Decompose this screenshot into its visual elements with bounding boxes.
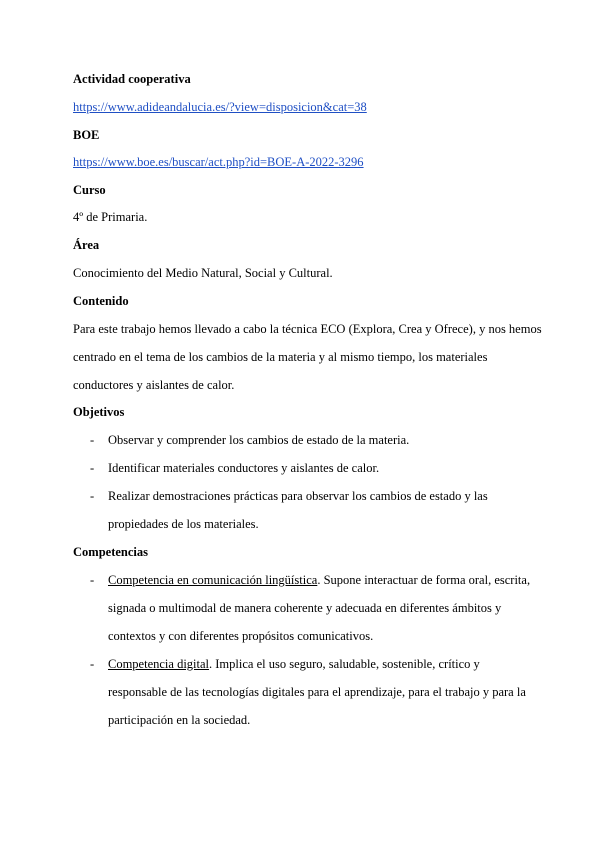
heading-actividad: Actividad cooperativa	[73, 72, 191, 86]
heading-curso: Curso	[73, 183, 106, 197]
heading-contenido: Contenido	[73, 294, 129, 308]
heading-area: Área	[73, 238, 100, 252]
competencia-item	[108, 573, 530, 587]
heading-boe: BOE	[73, 128, 100, 142]
link-actividad[interactable]: https://www.adideandalucia.es/?view=disposicion&cat=38	[73, 100, 367, 114]
competencia-item-continued: contextos y con diferentes propósitos comunicativos.	[108, 629, 374, 643]
competencia-title: Competencia en comunicación lingüística	[108, 573, 318, 587]
objetivo-item: Identificar materiales conductores y aislantes de calor.	[108, 461, 380, 475]
contenido-line: Para este trabajo hemos llevado a cabo la técnica ECO (Explora, Crea y Ofrece), y nos hemos	[73, 322, 542, 336]
competencia-desc: . Supone interactuar de forma oral, escrita,	[317, 573, 531, 587]
objetivo-item-continued: propiedades de los materiales.	[108, 517, 259, 531]
curso-text: 4º de Primaria.	[73, 210, 148, 224]
competencia-title: Competencia digital	[108, 657, 210, 671]
list-bullet: -	[90, 461, 95, 475]
contenido-line: centrado en el tema de los cambios de la materia y al mismo tiempo, los materiales	[73, 350, 488, 364]
list-bullet: -	[90, 433, 95, 447]
competencia-item-continued: signada o multimodal de manera coherente y adecuada en diferentes ámbitos y	[108, 601, 502, 615]
heading-objetivos: Objetivos	[73, 405, 125, 419]
heading-competencias: Competencias	[73, 545, 148, 559]
link-boe[interactable]: https://www.boe.es/buscar/act.php?id=BOE-A-2022-3296	[73, 155, 364, 169]
competencia-item	[108, 657, 480, 671]
competencia-desc: . Implica el uso seguro, saludable, sostenible, crítico y	[209, 657, 480, 671]
list-bullet: -	[90, 573, 95, 587]
competencia-item-continued: participación en la sociedad.	[108, 713, 251, 727]
objetivo-item: Realizar demostraciones prácticas para observar los cambios de estado y las	[108, 489, 488, 503]
list-bullet: -	[90, 657, 95, 671]
list-bullet: -	[90, 489, 95, 503]
area-text: Conocimiento del Medio Natural, Social y Cultural.	[73, 266, 333, 280]
competencia-item-continued: responsable de las tecnologías digitales para el aprendizaje, para el trabajo y para la	[108, 685, 526, 699]
objetivo-item: Observar y comprender los cambios de estado de la materia.	[108, 433, 410, 447]
contenido-line: conductores y aislantes de calor.	[73, 378, 235, 392]
